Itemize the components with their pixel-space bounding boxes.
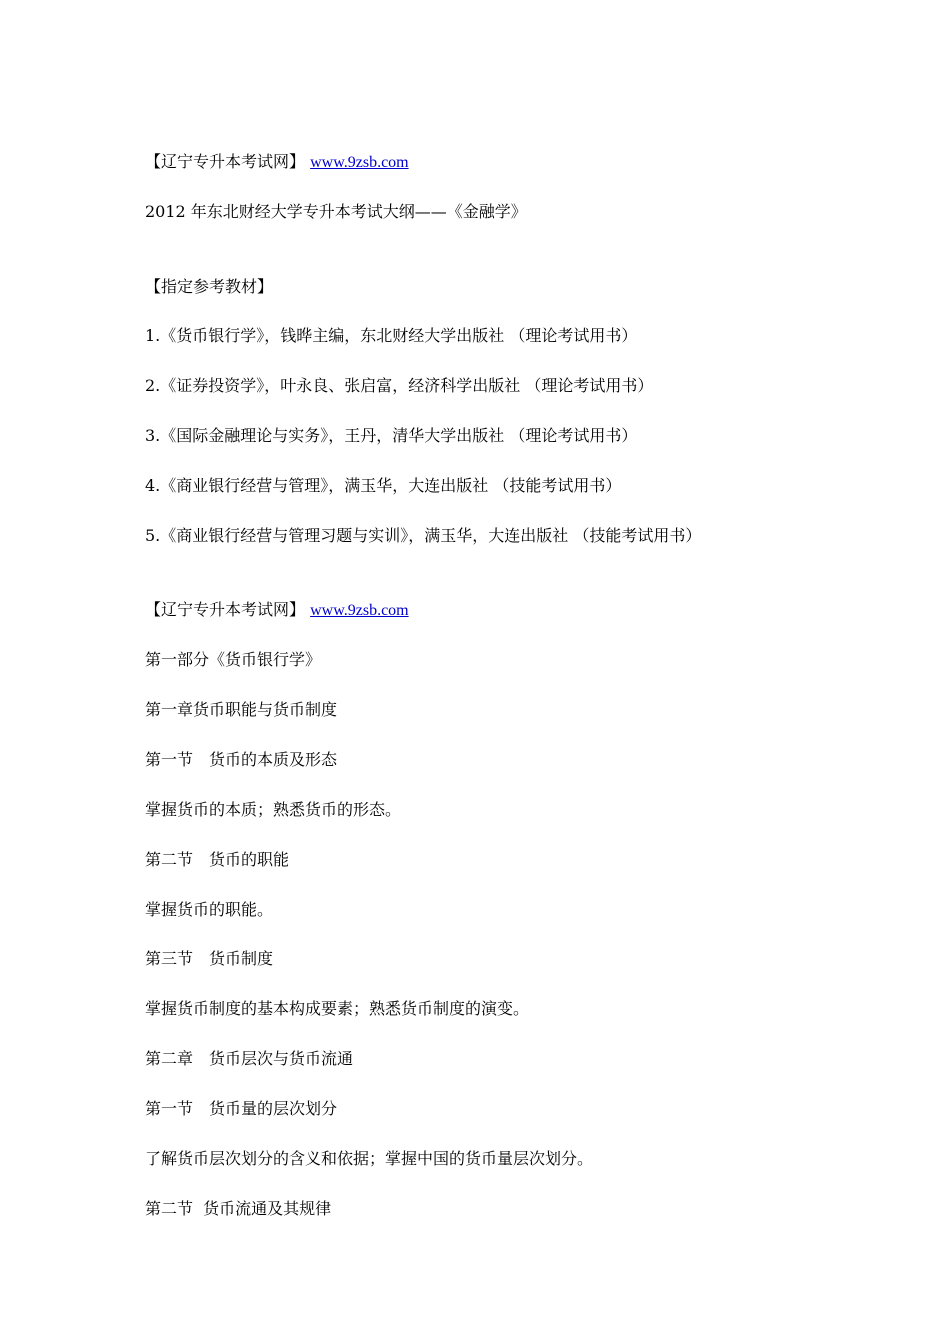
- document-title: 2012 年东北财经大学专升本考试大纲——《金融学》: [145, 202, 527, 221]
- textbook-item: 1.《货币银行学》，钱晔主编，东北财经大学出版社 （理论考试用书）: [145, 326, 638, 345]
- outline-section-heading: 第三节 货币制度: [145, 949, 274, 968]
- textbook-item: 3.《国际金融理论与实务》，王丹，清华大学出版社 （理论考试用书）: [145, 426, 638, 445]
- site-header-mid: [145, 600, 409, 621]
- textbook-item: 2.《证券投资学》，叶永良、张启富，经济科学出版社 （理论考试用书）: [145, 376, 654, 395]
- site-label: 【辽宁专升本考试网】: [145, 152, 306, 171]
- outline-part-heading: 第一部分《货币银行学》: [145, 650, 322, 669]
- outline-section-text: 了解货币层次划分的含义和依据；掌握中国的货币量层次划分。: [145, 1149, 594, 1168]
- textbook-item: 4.《商业银行经营与管理》，满玉华，大连出版社 （技能考试用书）: [145, 476, 622, 495]
- outline-chapter-heading: 第一章货币职能与货币制度: [145, 700, 338, 719]
- outline-section-heading: 第一节 货币的本质及形态: [145, 750, 338, 769]
- site-label: 【辽宁专升本考试网】: [145, 600, 306, 619]
- outline-section-text: 掌握货币的本质；熟悉货币的形态。: [145, 800, 402, 819]
- outline-section-heading: 第二节 货币的职能: [145, 850, 290, 869]
- outline-section-heading: 第一节 货币量的层次划分: [145, 1099, 338, 1118]
- site-link[interactable]: www.9zsb.com: [310, 154, 409, 171]
- site-link[interactable]: www.9zsb.com: [310, 602, 409, 619]
- outline-section-text: 掌握货币制度的基本构成要素；熟悉货币制度的演变。: [145, 999, 530, 1018]
- textbooks-heading: 【指定参考教材】: [145, 277, 274, 296]
- outline-section-heading: 第二节 货币流通及其规律: [145, 1199, 332, 1218]
- site-header-top: [145, 152, 409, 173]
- outline-chapter-heading: 第二章 货币层次与货币流通: [145, 1049, 354, 1068]
- outline-section-text: 掌握货币的职能。: [145, 900, 274, 919]
- textbook-item: 5.《商业银行经营与管理习题与实训》，满玉华，大连出版社 （技能考试用书）: [145, 526, 702, 545]
